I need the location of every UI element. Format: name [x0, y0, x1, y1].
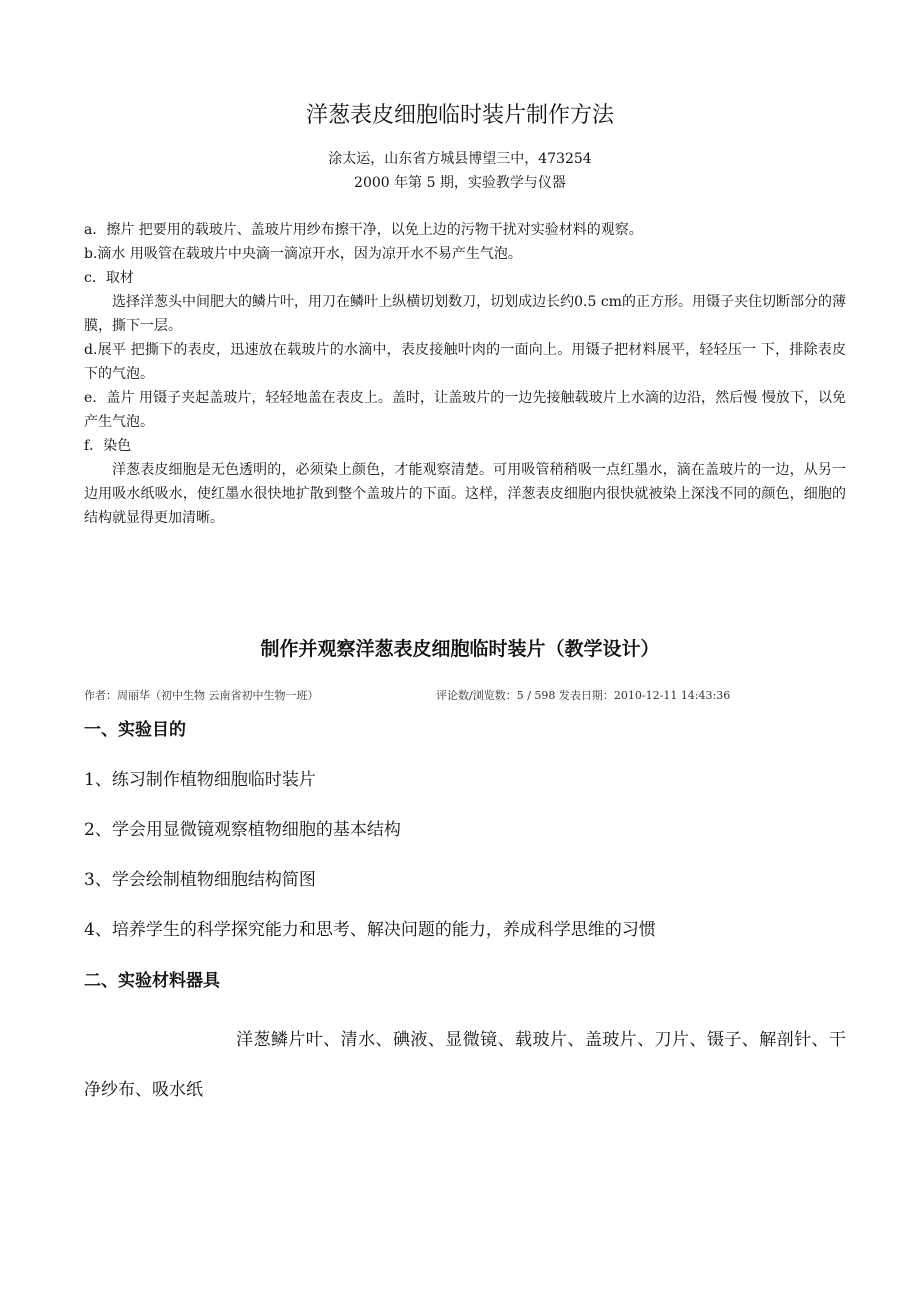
article2-title: 制作并观察洋葱表皮细胞临时装片（教学设计）	[260, 638, 660, 660]
article1-title: 洋葱表皮细胞临时装片制作方法	[305, 103, 614, 128]
objective-item: 2、学会用显微镜观察植物细胞的基本结构	[84, 820, 401, 840]
objective-item: 1、练习制作植物细胞临时装片	[84, 770, 316, 790]
article1-body	[84, 218, 846, 530]
article1-source: 2000 年第 5 期，实验教学与仪器	[354, 175, 566, 191]
objective-item: 3、学会绘制植物细胞结构简图	[84, 870, 316, 890]
byline-stats: 评论数/浏览数：5 / 598 发表日期：2010-12-11 14:43:36	[436, 689, 731, 702]
objective-item: 4、培养学生的科学探究能力和思考、解决问题的能力，养成科学思维的习惯	[84, 920, 656, 940]
step-d-flatten: d.展平 把撕下的表皮，迅速放在载玻片的水滴中，表皮接触叶肉的一面向上。用镊子把材料展平，轻轻压一 下，排除表皮下的气泡。	[84, 342, 846, 382]
step-a-wipe: a．擦片 把要用的载玻片、盖玻片用纱布擦干净，以免上边的污物干扰对实验材料的观察。	[84, 222, 643, 238]
step-c-text: 选择洋葱头中间肥大的鳞片叶，用刀在鳞叶上纵横切划数刀，切划成边长约0.5 cm的正方形。用镊子夹住切断部分的薄膜，撕下一层。	[84, 294, 846, 334]
step-e-cover: e．盖片 用镊子夹起盖玻片，轻轻地盖在表皮上。盖时，让盖玻片的一边先接触载玻片上水滴的边沿，然后慢 慢放下，以免产生气泡。	[84, 390, 846, 430]
article1-author: 涂太运，山东省方城县博望三中，473254	[328, 151, 592, 167]
step-f-heading: f．染色	[84, 438, 132, 454]
section-materials-heading: 二、实验材料器具	[84, 971, 220, 991]
section-objectives-heading: 一、实验目的	[84, 720, 186, 740]
step-c-heading: c．取材	[84, 270, 134, 286]
article2-byline	[84, 686, 846, 706]
materials-list: 洋葱鳞片叶、清水、碘液、显微镜、载玻片、盖玻片、刀片、镊子、解剖针、干净纱布、吸水纸	[84, 1030, 846, 1100]
step-b-water: b.滴水 用吸管在载玻片中央滴一滴凉开水，因为凉开水不易产生气泡。	[84, 246, 522, 262]
byline-author: 作者：周丽华（初中生物 云南省初中生物一班）	[84, 689, 319, 702]
step-f-text: 洋葱表皮细胞是无色透明的，必须染上颜色，才能观察清楚。可用吸管稍稍吸一点红墨水，滴在盖玻片的一边，从另一边用吸水纸吸水，使红墨水很快地扩散到整个盖玻片的下面。这样，洋葱表皮细胞内很快就被染上深浅不同的颜色，细胞的结构就显得更加清晰。	[84, 462, 846, 526]
